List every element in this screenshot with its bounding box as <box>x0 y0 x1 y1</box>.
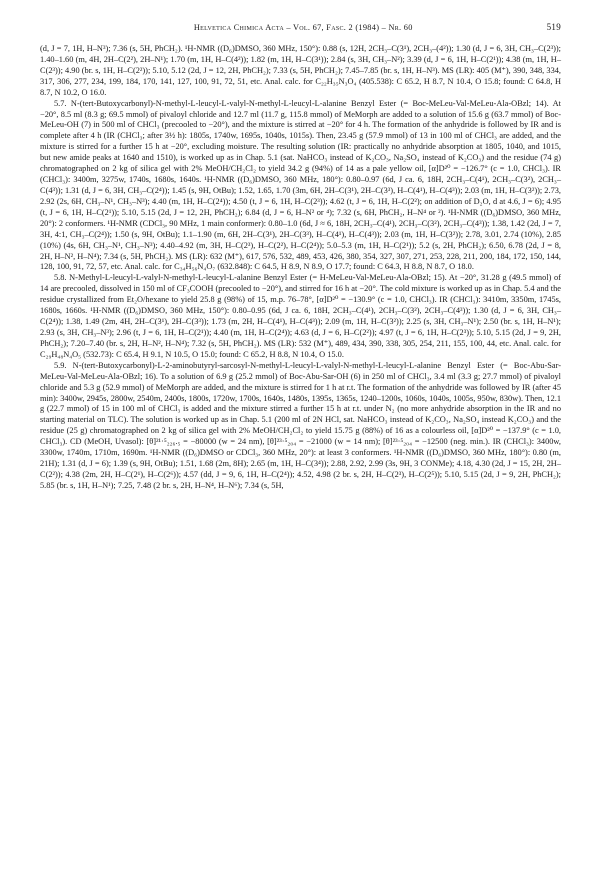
paragraph-section-5-8: 5.8. N-Methyl-L-leucyl-L-valyl-N-methyl-L-leucyl-L-alanine Benzyl Ester (= H-MeLeu-Val-MeLeu-Ala-OBzl; 15). At −20°, 31.28 g (49.5 mmol) of 14 are precooled, dissolved in 150 ml of CF₃COOH (precooled to −20°), and stirred for 16 h at −20°. The cold mixture is worked up as in Chap. 5.4 and the residue crystallized from Et₂O/hexane to yield 25.8 g (98%) of 15, m.p. 76–78°, [α]D²⁰ = −130.9° (c = 1.0, CHCl₃). IR (CHCl₃): 3410m, 3350m, 1745s, 1680s, 1660s. ¹H-NMR ((D₆)DMSO, 360 MHz, 150°): 0.80–0.95 (6d, J ca. 6, 18H, 2CH₃–C(4¹), 2CH₃–C(3²), 2CH₃–C(4³)); 1.30 (d, J = 6, 3H, CH₃–C(2⁴)); 1.38, 1.49 (2m, 4H, 2H–C(3¹), 2H–C(3³)); 1.73 (m, 2H, H–C(4¹), H–C(4³)); 2.09 (m, 1H, H–C(3²)); 2.25 (s, 3H, CH₃–N¹); 2.50 (br. s, 1H, H–N¹); 2.93 (s, 3H, CH₃–N³); 2.96 (t, J = 6, 1H, H–C(2¹)); 4.40 (m, 1H, H–C(2⁴)); 4.63 (d, J = 6, H–C(2²)); 4.97 (t, J = 6, 1H, H–C(2³)); 5.10, 5.15 (2d, J = 9, 2H, PhCH₂); 7.20–7.40 (br. s, 2H, H–N², H–N⁴); 7.32 (s, 5H, PhCH₂). MS (LR): 532 (M⁺), 489, 434, 390, 338, 305, 254, 211, 155, 100, 44, etc. Anal. calc. for C₂₉H₄₈N₄O₅ (532.73): C 65.4, H 9.1, N 10.5, O 15.0; found: C 65.2, H 8.8, N 10.4, O 15.0. <box>40 273 561 359</box>
article-body <box>40 44 561 492</box>
paragraph-section-5-9: 5.9. N-(tert-Butoxycarbonyl)-L-2-aminobutyryl-sarcosyl-N-methyl-L-leucyl-L-valyl-N-methyl-L-leucyl-L-alanine Benzyl Ester (= Boc-Abu-Sar-MeLeu-Val-MeLeu-Ala-OBzl; 16). To a solution of 6.9 g (25.2 mmol) of Boc-Abu-Sar-OH (6) in 250 ml of CHCl₃, 3.4 ml (3.3 g; 27.7 mmol) of pivaloyl chloride and 5.3 g (52.9 mmol) of MeMorph are added, and the mixture is stirred for 1 h at r.t. The formation of the anhydride was followed by IR (after 45 min): 3400w, 2945s, 2800w, 2540m, 2400s, 1800s, 1720w, 1700s, 1640s, 1480s, 1395s, 1365s, 1240–1200s, 1060s, 1040s, 1005s, 950w, 830w). Then, 12.1 g (22.7 mmol) of 15 in 100 ml of CHCl₃ is added and the mixture stirred a further 15 h at r.t. under N₂ (no more anhydride absorption in the IR and no starting material on TLC). The solution is worked up as in Chap. 5.1 (200 ml of 2N HCl, sat. NaHCO₃ instead of K₂CO₃, Na₂SO₄ instead K₂CO₃) and the residue (25 g) chromatographed on 2 kg of silica gel with 2% MeOH/CH₂Cl₂ to yield 15.75 g (88%) of 16 as a colourless oil, [α]D²⁰ = −137.9° (c = 1.0, CHCl₃). CD (MeOH, Uvasol): [θ]²¹·⁵₂₂₆.₅ = −80000 (w = 24 nm), [θ]²³·⁵₂₀₄ = −21000 (w = 14 nm); [θ]²³·⁵₂₀₄ = −12500 (neg. min.). IR (CHCl₃): 3400w, 3300w, 1740m, 1710m, 1690m. ¹H-NMR ((D₆)DMSO or CDCl₃, 360 MHz, 20°): at least 3 conformers. ¹H-NMR ((D₆)DMSO, 360 MHz, 180°): 0.80 (m, 21H); 1.31 (d, J = 6); 1.39 (s, 9H, OtBu); 1.51, 1.68 (2m, 8H); 2.65 (m, 1H, H–C(3⁴)); 2.88, 2.92, 2.99 (3s, 9H, 3 CONMe); 4.18, 4.30 (2d, J = 15, 2H, 2H–C(2²)); 4.38 (2m, 2H, H–C(2¹), H–C(2⁶)); 4.57 (dd, J = 9, 6, 1H, H–C(2⁴)); 4.52, 4.98 (2 br. s, 2H, H–C(2³), H–C(2⁵)); 5.10, 5.15 (2d, J = 9, 2H, PhCH₂); 5.85 (br. s, 1H, H–N¹); 7.25, 7.48 (2 br. s, 2H, H–N⁴, H–N⁶); 7.34 (s, 5H, <box>40 360 561 490</box>
page-number: 519 <box>546 22 561 32</box>
paragraph-section-5-7: 5.7. N-(tert-Butoxycarbonyl)-N-methyl-L-leucyl-L-valyl-N-methyl-L-leucyl-L-alanine Benzyl Ester (= Boc-MeLeu-Val-MeLeu-Ala-OBzl; 14). At −20°, 8.5 ml (8.3 g; 69.5 mmol) of pivaloyl chloride and 12.7 ml (11.7 g, 115.8 mmol) of MeMorph are added to a solution of 15.6 g (63.7 mmol) of Boc-MeLeu-OH (7) in 500 ml of CHCl₃ (precooled to −20°), and the mixture is stirred at −20° for 4 h. The formation of the anhydride is followed by IR and is complete after 4 h (IR (CHCl₃; after 3½ h): 1805s, 1740w, 1695s, 1040s, 1015s). Then, 23.45 g (57.9 mmol) of 13 in 100 ml of CHCl₃ are added, and the mixture is stirred for a further 15 h at −20°, excluding moisture. The resulting solution (IR: practically no anhydride absorption at 1805, 1040, and 1015, but new amide peaks at 1640 and 1510), is worked up as in Chap. 5.1 (sat. NaHCO₃ instead of K₂CO₃, Na₂SO₄ instead of K₂CO₃) and the residue (74 g) chromatographed on 2 kg of silica gel with 2% MeOH/CH₂Cl₂ to yield 34.2 g (94%) of 14 as a pale yellow oil, [α]D²⁰ = −126.7° (c = 1.0, CHCl₃). IR (CHCl₃): 3400m, 3275w, 1740s, 1680s, 1640s. ¹H-NMR ((D₆)DMSO, 360 MHz, 180°): 0.80–0.97 (6d, J ca. 6, 18H, 2CH₃–C(4¹), 2CH₃–C(3²), 2CH₃–C(4³)); 1.31 (d, J = 6, 3H, CH₃–C(2⁴)); 1.45 (s, 9H, OtBu); 1.52, 1.65, 1.70 (3m, 6H, 2H–C(3¹), 2H–C(3³), H–C(4¹), H–C(4³)); 2.03 (m, 1H, H–C(3²)); 2.73, 2.92 (2s, 6H, CH₃–N¹, CH₃–N³); 4.40 (m, 1H, H–C(2⁴)); 4.50 (t, J = 6, 1H, H–C(2³)); 4.62 (t, J = 6, 1H, H–C(2²); on addition of D₂O, d at 4.6, J = 6); 4.95 (t, J = 6, 1H, H–C(2¹)); 5.10, 5.15 (2d, J = 12, 2H, PhCH₂); 6.84 (d, J = 6, H–N² or ⁴); 7.32 (s, 6H, PhCH₂, H–N⁴ or ²). ¹H-NMR ((D₆)DMSO, 360 MHz, 20°): 2 conformers. ¹H-NMR (CDCl₃, 90 MHz, 1 main conformer): 0.80–1.0 (6d, J ≈ 6, 18H, 2CH₃–C(4¹), 2CH₃–C(3²), 2CH₃–C(4³)); 1.38, 1.42 (2d, J = 7, 3H, 4:1, CH₃–C(2⁴)); 1.50 (s, 9H, OtBu); 1.1–1.90 (m, 6H, 2H–C(3¹), 2H–C(3³), H–C(4¹), H–C(4³)); 2.03 (m, 1H, H–C(3²)); 2.78, 3.01, 2.74 (10%), 2.85 (10%) (4s, 6H, CH₃–N¹, CH₃–N³); 4.40–4.92 (m, 3H, H–C(2³), H–C(2²), H–C(2⁴)); 5.0–5.3 (m, 1H, H–C(2¹)); 5.2 (s, 2H, PhCH₂); 6.50, 6.78 (2d, J = 8, 2H, H–N², H–N⁴); 7.34 (s, 5H, PhCH₂). MS (LR): 632 (M⁺), 617, 576, 532, 489, 453, 426, 380, 354, 327, 307, 271, 253, 228, 211, 200, 184, 172, 150, 144, 128, 100, 91, 72, 57, etc. Anal. calc. for C₃₄H₅₆N₄O₇ (632.848): C 64.5, H 8.9, N 8.9, O 17.7; found: C 64.3, H 8.8, N 8.7, O 18.0. <box>40 98 561 272</box>
running-header <box>40 22 561 32</box>
journal-title: Helvetica Chimica Acta – Vol. 67, Fasc. 2 (1984) – Nr. 60 <box>193 23 413 32</box>
paragraph-continued: (d, J = 7, 1H, H–N³); 7.36 (s, 5H, PhCH₂). ¹H-NMR ((D₆)DMSO, 360 MHz, 150°): 0.88 (s, 12H, 2CH₃–C(3¹), 2CH₃–(4²)); 1.30 (d, J = 6, 3H, CH₃–C(2³)); 1.40–1.60 (m, 4H, 2H–C(2²), 2H–N¹); 1.70 (m, 1H, H–C(4²)); 1.82 (m, 1H, H–C(3¹)); 2.84 (s, 3H, CH₃–N²); 3.39 (d, J = 6, 1H, H–C(2¹)); 4.38 (m, 1H, H–C(2³)); 4.90 (br. s, 1H, H–C(2²)); 5.10, 5.12 (2d, J = 12, 2H, PhCH₂); 7.33 (s, 5H, PhCH₂); 7.45–7.85 (br. s, 1H, H–N³). MS (LR): 405 (M⁺), 390, 348, 334, 317, 306, 277, 234, 199, 184, 170, 141, 127, 100, 91, 72, 51, etc. Anal. calc. for C₂₂H₃₅N₃O₄ (405.538): C 65.2, H 8.7, N 10.4, O 15.8; found: C 64.8, H 8.7, N 10.2, O 16.0. <box>40 44 561 97</box>
